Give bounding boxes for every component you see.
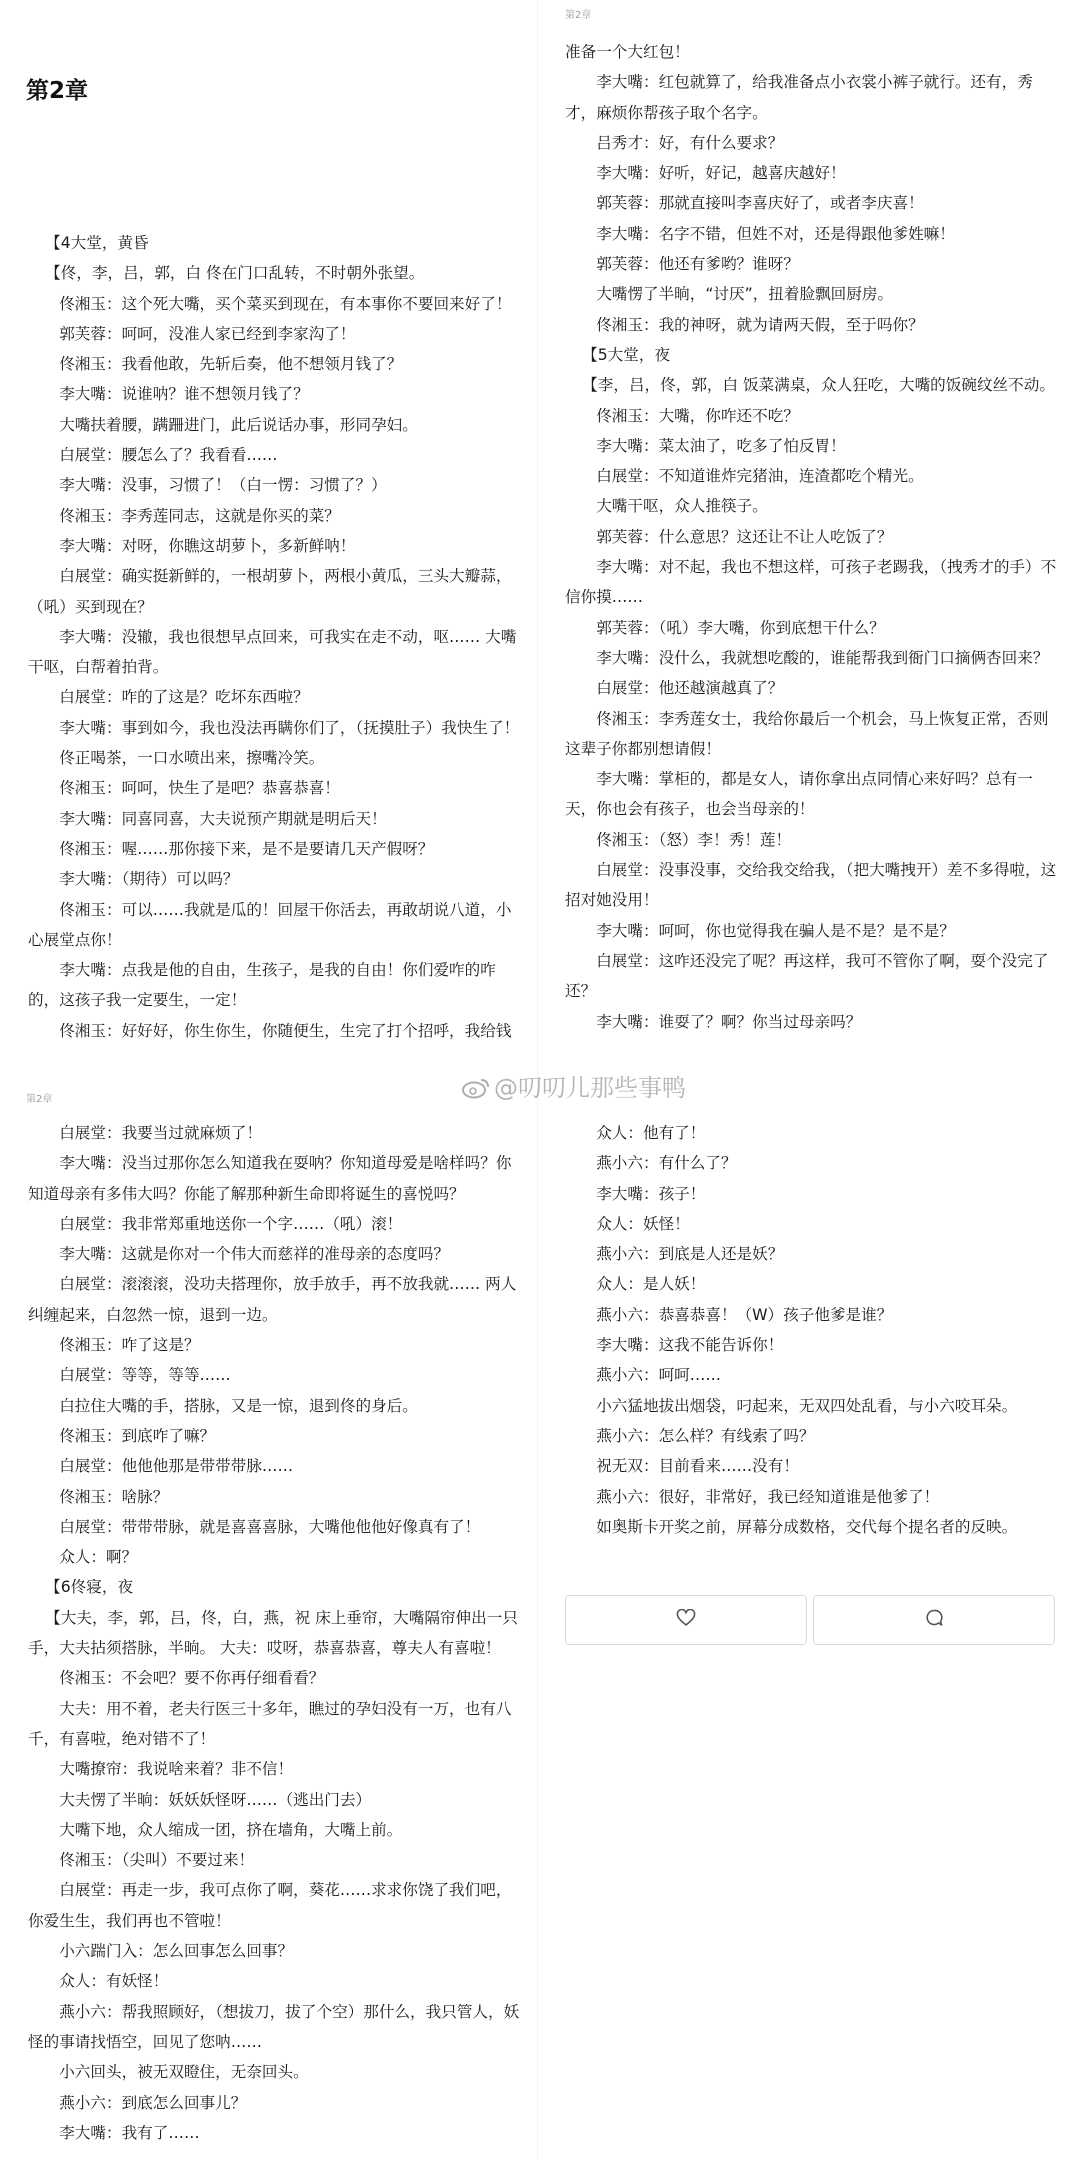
script-line: 大夫：用不着，老夫行医三十多年，瞧过的孕妇没有一万，也有八千，有喜啦，绝对错不了！	[28, 1699, 512, 1748]
page-label-top-right: 第2章	[565, 10, 592, 21]
script-line: 李大嘴：红包就算了，给我准备点小衣裳小裤子就行。还有，秀才，麻烦你帮孩子取个名字。	[565, 73, 1033, 122]
script-line: 众人：啊？	[59, 1548, 138, 1567]
watermark-text: @叨叨儿那些事鸭	[494, 1074, 686, 1102]
script-line: 李大嘴：没事，习惯了！（白一愣：习惯了？）	[59, 476, 387, 495]
script-line: 佟湘玉：咋了这是？	[59, 1336, 200, 1355]
script-column-bottom-right	[565, 1118, 1061, 1548]
script-line: 郭芙蓉：呵呵，没准人家已经到李家沟了！	[59, 324, 356, 343]
script-line: 如奥斯卡开奖之前，屏幕分成数格，交代每个提名者的反映。	[596, 1517, 1018, 1536]
script-line: 白展堂：腰怎么了？我看看……	[59, 446, 278, 465]
script-line: 李大嘴：对不起，我也不想这样，可孩子老踢我，（拽秀才的手）不信你摸……	[565, 558, 1057, 607]
script-column-top-left	[28, 228, 524, 1076]
script-line: 郭芙蓉：（吼）李大嘴，你到底想干什么？	[596, 618, 885, 637]
script-line: 佟湘玉：好好好，你生你生，你随便生，生完了打个招呼，我给钱	[59, 1021, 512, 1040]
script-line: 李大嘴：没当过那你怎么知道我在耍呐？你知道母爱是啥样吗？你知道母亲有多伟大吗？你能了解那种新生命即将诞生的喜悦吗？	[28, 1154, 512, 1203]
script-line: 白展堂：滚滚滚，没功夫搭理你，放手放手，再不放我就…… 两人纠缠起来，白忽然一惊，退到一边。	[28, 1275, 517, 1324]
script-line: 佟湘玉：喔……那你接下来，是不是要请几天产假呀？	[59, 839, 434, 858]
script-line: 李大嘴：同喜同喜，大夫说预产期就是明后天！	[59, 809, 387, 828]
script-line: 白展堂：再走一步，我可点你了啊，葵花……求求你饶了我们吧，你爱生生，我们再也不管啦！	[28, 1881, 512, 1930]
script-line: 佟湘玉：（尖叫）不要过来！	[59, 1851, 255, 1870]
like-button[interactable]	[565, 1595, 807, 1645]
script-line: 白展堂：这咋还没完了呢？再这样，我可不管你了啊，耍个没完了还？	[565, 951, 1049, 1001]
comment-bubble-icon	[924, 1608, 944, 1632]
script-line: 燕小六：到底怎么回事儿？	[59, 2093, 247, 2112]
script-line: 大嘴下地，众人缩成一团，挤在墙角，大嘴上前。	[59, 1820, 403, 1839]
script-line: 燕小六：呵呵……	[596, 1366, 721, 1385]
weibo-logo-icon	[462, 1077, 490, 1099]
script-line: 李大嘴：呵呵，你也觉得我在骗人是不是？是不是？	[596, 921, 955, 940]
script-line: 白展堂：没事没事，交给我交给我，（把大嘴拽开）差不多得啦，这招对她没用！	[565, 861, 1057, 910]
chapter-title: 第2章	[26, 78, 89, 104]
script-line: 众人：是人妖！	[596, 1275, 706, 1294]
script-line: 白拉住大嘴的手，搭脉，又是一惊，退到佟的身后。	[59, 1396, 418, 1415]
script-line: 李大嘴：（期待）可以吗？	[59, 870, 239, 889]
script-line: 佟湘玉：啥脉？	[59, 1487, 169, 1506]
script-line: 郭芙蓉：他还有爹哟？谁呀？	[596, 255, 799, 274]
script-line: 白展堂：确实挺新鲜的，一根胡萝卜，两根小黄瓜，三头大瓣蒜，（吼）买到现在？	[28, 567, 512, 616]
stage-direction: 【大夫，李，郭，吕，佟，白，燕，祝 床上垂帘，大嘴隔帘伸出一只手，大夫拈须搭脉，半晌。 大夫：哎呀，恭喜恭喜，尊夫人有喜啦！	[28, 1608, 518, 1658]
script-line: 众人：有妖怪！	[59, 1972, 169, 1991]
script-line: 祝无双：目前看来……没有！	[596, 1457, 799, 1476]
script-line: 燕小六：有什么了？	[596, 1154, 737, 1173]
script-line: 佟湘玉：我的神呀，就为请两天假，至于吗你？	[596, 315, 924, 334]
script-line: 郭芙蓉：那就直接叫李喜庆好了，或者李庆喜！	[596, 194, 924, 213]
script-line: 李大嘴：我有了……	[59, 2123, 200, 2142]
script-line: 佟湘玉：这个死大嘴，买个菜买到现在，有本事你不要回来好了！	[59, 294, 512, 313]
script-line: 李大嘴：孩子！	[596, 1184, 706, 1203]
script-line: 准备一个大红包！	[565, 43, 690, 61]
script-line: 小六踹门入：怎么回事怎么回事？	[59, 1942, 294, 1961]
script-line: 李大嘴：谁耍了？啊？你当过母亲吗？	[596, 1012, 862, 1031]
script-line: 李大嘴：好听，好记，越喜庆越好！	[596, 164, 846, 183]
stage-direction: 【李，吕，佟，郭，白 饭菜满桌，众人狂吃，大嘴的饭碗纹丝不动。	[582, 376, 1055, 395]
script-line: 佟湘玉：大嘴，你咋还不吃？	[596, 406, 799, 425]
script-line: 小六回头，被无双瞪住，无奈回头。	[59, 2063, 309, 2082]
script-line: 众人：妖怪！	[596, 1214, 690, 1233]
page-gutter	[537, 0, 538, 2160]
comment-button[interactable]	[813, 1595, 1055, 1645]
script-line: 白展堂：等等，等等……	[59, 1366, 231, 1385]
script-line: 李大嘴：这我不能告诉你！	[596, 1336, 784, 1355]
script-line: 众人：他有了！	[596, 1124, 706, 1142]
script-line: 吕秀才：好，有什么要求？	[596, 133, 784, 152]
script-column-top-right	[565, 37, 1061, 1077]
script-line: 白展堂：咋的了这是？吃坏东西啦？	[59, 688, 309, 707]
script-line: 李大嘴：菜太油了，吃多了怕反胃！	[596, 436, 846, 455]
script-line: 燕小六：怎么样？有线索了吗？	[596, 1426, 815, 1445]
script-line: 李大嘴：没什么，我就想吃酸的，谁能帮我到衙门口摘俩杏回来？	[596, 648, 1049, 667]
stage-direction: 【5大堂，夜	[582, 345, 671, 364]
page-label-bottom-left: 第2章	[26, 1094, 53, 1105]
script-line: 佟湘玉：呵呵，快生了是吧？恭喜恭喜！	[59, 779, 340, 798]
script-line: 李大嘴：没辙，我也很想早点回来，可我实在走不动，呕…… 大嘴干呕，白帮着拍背。	[28, 627, 517, 677]
script-line: 大嘴愣了半晌，“讨厌”，扭着脸飘回厨房。	[596, 285, 894, 304]
script-line: 佟湘玉：到底咋了嘛？	[59, 1426, 216, 1445]
script-line: 佟湘玉：（怒）李！秀！莲！	[596, 830, 792, 849]
script-line: 白展堂：我非常郑重地送你一个字……（吼）滚！	[59, 1214, 403, 1233]
script-line: 白展堂：带带带脉，就是喜喜喜脉，大嘴他他他好像真有了！	[59, 1517, 481, 1536]
script-line: 燕小六：很好，非常好，我已经知道谁是他爹了！	[596, 1487, 940, 1506]
script-line: 佟湘玉：可以……我就是瓜的！回屋干你活去，再敢胡说八道，小心展堂点你！	[28, 900, 512, 949]
script-line: 燕小六：帮我照顾好，（想拔刀，拔了个空）那什么，我只管人，妖怪的事请找悟空，回见了您呐……	[28, 2002, 520, 2051]
script-line: 白展堂：他他他那是带带带脉……	[59, 1457, 294, 1476]
script-line: 李大嘴：事到如今，我也没法再瞒你们了，（抚摸肚子）我快生了！	[59, 718, 520, 737]
script-line: 白展堂：不知道谁炸完猪油，连渣都吃个精光。	[596, 467, 924, 486]
script-line: 郭芙蓉：什么意思？这还让不让人吃饭了？	[596, 527, 893, 546]
script-line: 李大嘴：对呀，你瞧这胡萝卜，多新鲜呐！	[59, 536, 356, 555]
script-line: 佟湘玉：不会吧？要不你再仔细看看？	[59, 1669, 325, 1688]
script-line: 白展堂：他还越演越真了？	[596, 679, 784, 698]
script-line: 大嘴撩帘：我说啥来着？非不信！	[59, 1760, 294, 1779]
script-line: 佟湘玉：李秀莲女士，我给你最后一个机会，马上恢复正常，否则这辈子你都别想请假！	[565, 709, 1049, 758]
stage-direction: 【6佟寝，夜	[45, 1578, 134, 1597]
script-line: 燕小六：恭喜恭喜！（W）孩子他爹是谁？	[596, 1305, 893, 1324]
script-line: 大嘴干呕，众人推筷子。	[596, 497, 768, 516]
script-column-bottom-left	[28, 1118, 524, 2148]
script-line: 佟湘玉：我看他敢，先斩后奏，他不想领月钱了？	[59, 355, 403, 374]
script-line: 白展堂：我要当过就麻烦了！	[59, 1124, 262, 1142]
script-line: 李大嘴：掌柜的，都是女人，请你拿出点同情心来好吗？总有一天，你也会有孩子，也会当母亲的！	[565, 770, 1033, 819]
script-line: 大嘴扶着腰，蹒跚进门，此后说话办事，形同孕妇。	[59, 415, 418, 434]
script-line: 李大嘴：这就是你对一个伟大而慈祥的准母亲的态度吗？	[59, 1245, 450, 1264]
stage-direction: 【佟，李，吕，郭，白 佟在门口乱转，不时朝外张望。	[45, 264, 425, 283]
script-line: 大夫愣了半晌：妖妖妖怪呀……（逃出门去）	[59, 1790, 372, 1809]
script-line: 小六猛地拔出烟袋，叼起来，无双四处乱看，与小六咬耳朵。	[596, 1396, 1018, 1415]
script-line: 李大嘴：点我是他的自由，生孩子，是我的自由！你们爱咋的咋的，这孩子我一定要生，一定！	[28, 961, 496, 1010]
script-line: 李大嘴：名字不错，但姓不对，还是得跟他爹姓嘛！	[596, 224, 955, 243]
script-line: 燕小六：到底是人还是妖？	[596, 1245, 784, 1264]
stage-direction: 【4大堂，黄昏	[45, 234, 149, 252]
script-line: 佟正喝茶，一口水喷出来，擦嘴冷笑。	[59, 749, 325, 768]
script-line: 佟湘玉：李秀莲同志，这就是你买的菜？	[59, 506, 340, 525]
script-line: 李大嘴：说谁呐？谁不想领月钱了？	[59, 385, 309, 404]
heart-outline-icon	[676, 1609, 696, 1631]
